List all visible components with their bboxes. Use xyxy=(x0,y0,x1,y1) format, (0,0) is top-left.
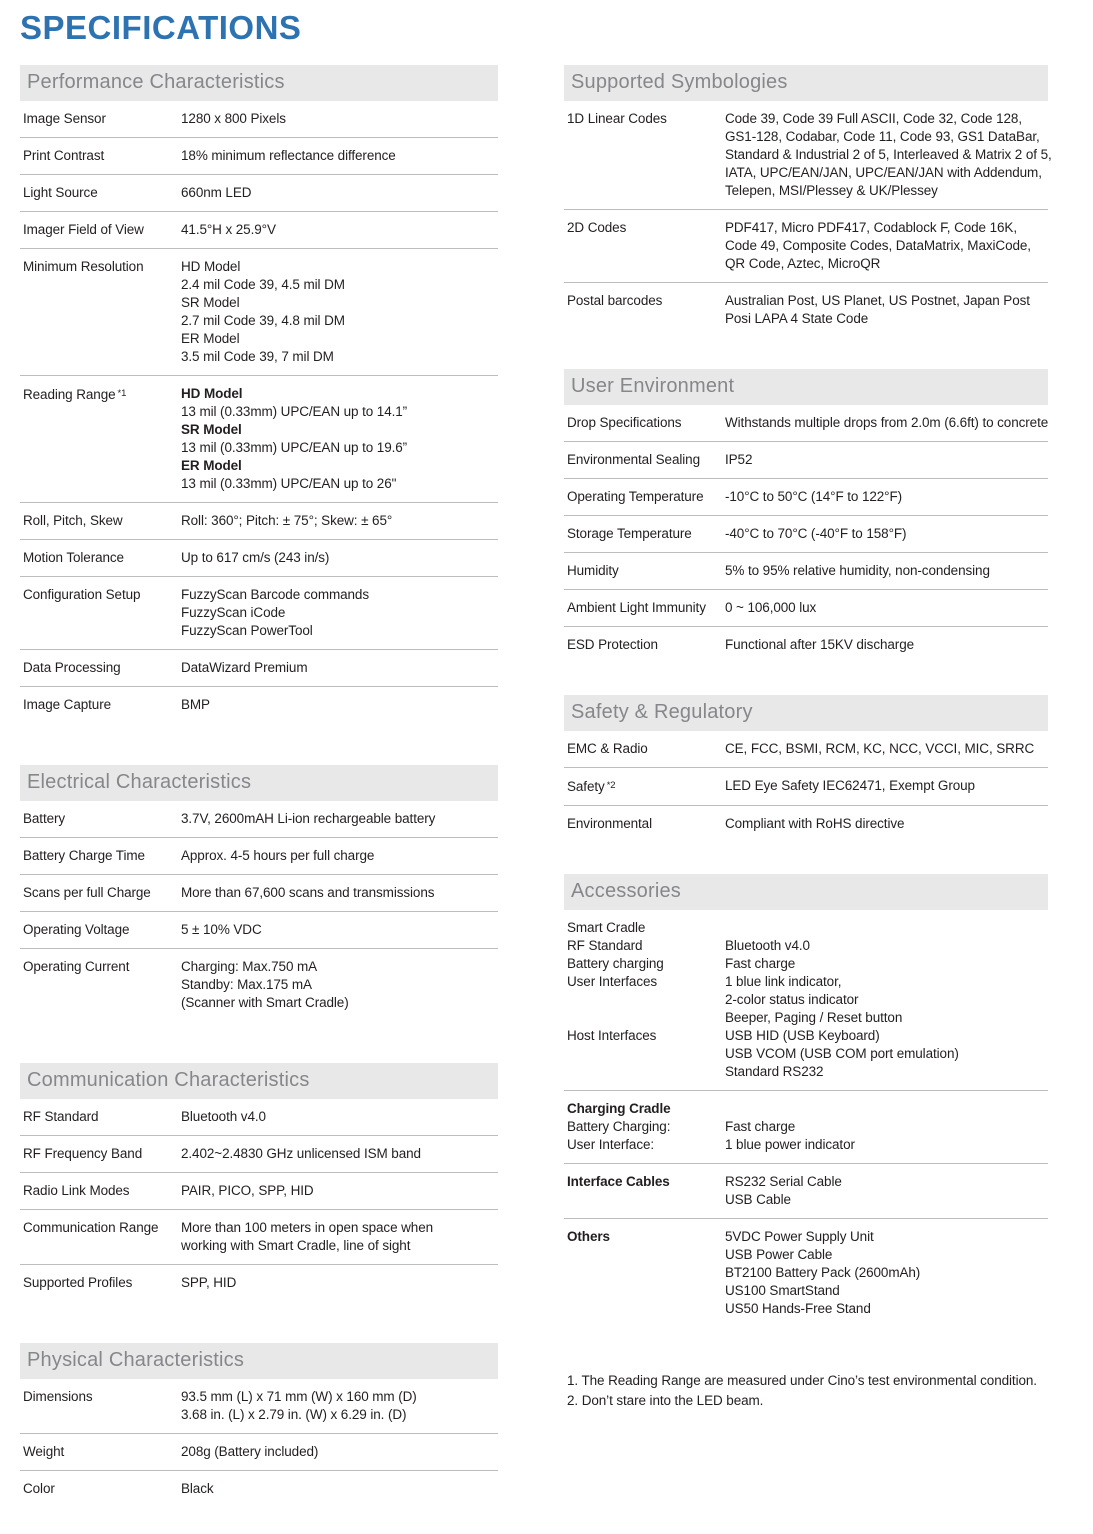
section-title: User Environment xyxy=(564,369,1048,405)
value-line: Code 49, Composite Codes, DataMatrix, MaxiCode, xyxy=(725,238,1031,253)
spec-label: Color xyxy=(23,1481,55,1496)
spec-value xyxy=(725,110,1052,200)
value-line: 2-color status indicator xyxy=(725,992,859,1007)
spec-value xyxy=(181,385,407,493)
spec-label: Operating Voltage xyxy=(23,922,130,937)
value-line: 5VDC Power Supply Unit xyxy=(725,1229,874,1244)
spec-value xyxy=(725,1228,920,1318)
spec-row xyxy=(20,1099,498,1136)
value-line: Telepen, MSI/Plessey & UK/Plessey xyxy=(725,183,938,198)
value-line: Compliant with RoHS directive xyxy=(725,816,905,831)
section-electrical-characteristics xyxy=(20,765,498,1021)
value-line: 1 blue power indicator xyxy=(725,1137,855,1152)
value-line: 2.7 mil Code 39, 4.8 mil DM xyxy=(181,313,345,328)
spec-value xyxy=(725,973,902,1027)
spec-label: Battery charging xyxy=(567,956,664,971)
spec-value xyxy=(181,1182,314,1200)
value-line: US100 SmartStand xyxy=(725,1283,840,1298)
value-line: ER Model xyxy=(181,458,242,473)
accessory-heading: Charging Cradle xyxy=(567,1101,671,1116)
value-line: Black xyxy=(181,1481,214,1496)
spec-label: Dimensions xyxy=(23,1389,93,1404)
spec-value xyxy=(725,777,975,795)
spec-row xyxy=(20,503,498,540)
spec-row xyxy=(20,1265,498,1301)
spec-row xyxy=(564,442,1048,479)
value-line: SR Model xyxy=(181,422,242,437)
spec-value xyxy=(181,1274,236,1292)
spec-value xyxy=(181,258,345,366)
value-line: Standard & Industrial 2 of 5, Interleaved & Matrix 2 of 5, xyxy=(725,147,1052,162)
section-title: Supported Symbologies xyxy=(564,65,1048,101)
spec-row xyxy=(20,875,498,912)
value-line: USB Cable xyxy=(725,1192,791,1207)
spec-value xyxy=(181,958,349,1012)
spec-value xyxy=(725,955,795,973)
value-line: -10°C to 50°C (14°F to 122°F) xyxy=(725,489,903,504)
section-physical-characteristics xyxy=(20,1343,498,1507)
spec-row xyxy=(567,1027,1048,1081)
spec-row xyxy=(20,912,498,949)
value-line: SPP, HID xyxy=(181,1275,237,1290)
spec-value xyxy=(181,1480,214,1498)
spec-label: User Interfaces xyxy=(567,974,658,989)
spec-value xyxy=(181,847,374,865)
spec-label: Storage Temperature xyxy=(567,526,692,541)
spec-label-text: Safety xyxy=(567,779,605,794)
accessory-heading: Smart Cradle xyxy=(567,920,646,935)
spec-row xyxy=(20,138,498,175)
value-line: Code 39, Code 39 Full ASCII, Code 32, Code 128, xyxy=(725,111,1022,126)
section-title: Electrical Characteristics xyxy=(20,765,498,801)
spec-label: Battery Charging: xyxy=(567,1119,671,1134)
spec-value xyxy=(725,740,1034,758)
value-line: Beeper, Paging / Reset button xyxy=(725,1010,903,1025)
spec-value xyxy=(181,696,210,714)
spec-label: Operating Temperature xyxy=(567,489,704,504)
spec-value xyxy=(181,810,435,828)
value-line: 13 mil (0.33mm) UPC/EAN up to 19.6” xyxy=(181,440,408,455)
value-line: 2.4 mil Code 39, 4.5 mil DM xyxy=(181,277,345,292)
spec-label: Configuration Setup xyxy=(23,587,141,602)
spec-label: Host Interfaces xyxy=(567,1028,657,1043)
value-line: FuzzyScan iCode xyxy=(181,605,286,620)
value-line: 0 ~ 106,000 lux xyxy=(725,600,817,615)
section-user-environment xyxy=(564,369,1048,663)
spec-value xyxy=(181,586,369,640)
accessory-interface-cables xyxy=(564,1164,1048,1219)
value-line: Fast charge xyxy=(725,1119,796,1134)
spec-label: Communication Range xyxy=(23,1220,159,1235)
spec-label: Operating Current xyxy=(23,959,130,974)
value-line: 208g (Battery included) xyxy=(181,1444,319,1459)
value-line: 3.7V, 2600mAH Li-ion rechargeable battery xyxy=(181,811,436,826)
spec-row xyxy=(20,175,498,212)
spec-row xyxy=(564,731,1048,768)
spec-row xyxy=(567,955,1048,973)
value-line: Withstands multiple drops from 2.0m (6.6ft) to concrete xyxy=(725,415,1049,430)
left-column xyxy=(20,65,498,1534)
section-communication-characteristics xyxy=(20,1063,498,1301)
spec-value xyxy=(725,1173,842,1209)
footnote-marker: *1 xyxy=(117,388,127,399)
spec-row xyxy=(20,1379,498,1434)
accessory-others xyxy=(564,1219,1048,1327)
spec-row xyxy=(567,937,1048,955)
spec-row xyxy=(564,627,1048,663)
spec-row xyxy=(564,806,1048,842)
section-title: Safety & Regulatory xyxy=(564,695,1048,731)
footnote: 2. Don’t stare into the LED beam. xyxy=(567,1393,764,1408)
spec-row xyxy=(20,838,498,875)
spec-label: Light Source xyxy=(23,185,98,200)
value-line: -40°C to 70°C (-40°F to 158°F) xyxy=(725,526,907,541)
spec-label: RF Standard xyxy=(23,1109,99,1124)
spec-value xyxy=(725,488,902,506)
spec-value xyxy=(181,147,396,165)
spec-value xyxy=(181,884,434,902)
spec-value xyxy=(181,659,307,677)
spec-row xyxy=(564,768,1048,806)
value-line: Posi LAPA 4 State Code xyxy=(725,311,869,326)
spec-value xyxy=(181,549,329,567)
columns xyxy=(20,65,1073,1534)
spec-value xyxy=(725,1027,959,1081)
section-accessories xyxy=(564,874,1048,1327)
value-line: Bluetooth v4.0 xyxy=(725,938,810,953)
spec-label: Postal barcodes xyxy=(567,293,663,308)
spec-label: Battery xyxy=(23,811,66,826)
spec-label: Environmental xyxy=(567,816,652,831)
value-line: LED Eye Safety IEC62471, Exempt Group xyxy=(725,778,975,793)
spec-value xyxy=(181,512,392,530)
value-line: Bluetooth v4.0 xyxy=(181,1109,266,1124)
value-line: FuzzyScan PowerTool xyxy=(181,623,313,638)
spec-label: 1D Linear Codes xyxy=(567,111,667,126)
spec-row xyxy=(20,249,498,376)
value-line: 3.68 in. (L) x 2.79 in. (W) x 6.29 in. (D) xyxy=(181,1407,407,1422)
spec-row xyxy=(20,540,498,577)
spec-value xyxy=(181,1145,421,1163)
value-line: BT2100 Battery Pack (2600mAh) xyxy=(725,1265,921,1280)
spec-label: Scans per full Charge xyxy=(23,885,151,900)
value-line: CE, FCC, BSMI, RCM, KC, NCC, VCCI, MIC, SRRC xyxy=(725,741,1035,756)
spec-row xyxy=(20,101,498,138)
spec-label: Minimum Resolution xyxy=(23,259,144,274)
spec-value xyxy=(725,292,1030,328)
spec-value xyxy=(725,599,816,617)
spec-row xyxy=(20,1173,498,1210)
spec-label: Motion Tolerance xyxy=(23,550,124,565)
spec-row xyxy=(567,1228,1048,1318)
value-line: US50 Hands-Free Stand xyxy=(725,1301,871,1316)
value-line: 1 blue link indicator, xyxy=(725,974,842,989)
value-line: 13 mil (0.33mm) UPC/EAN up to 14.1” xyxy=(181,404,408,419)
page-title: SPECIFICATIONS xyxy=(20,9,302,46)
value-line: 5 ± 10% VDC xyxy=(181,922,262,937)
value-line: 660nm LED xyxy=(181,185,252,200)
value-line: IATA, UPC/EAN/JAN, UPC/EAN/JAN with Addendum, xyxy=(725,165,1042,180)
spec-label-text: Reading Range xyxy=(23,387,116,402)
spec-row xyxy=(564,101,1052,210)
spec-value xyxy=(725,1118,795,1136)
value-line: More than 100 meters in open space when xyxy=(181,1220,434,1235)
value-line: 93.5 mm (L) x 71 mm (W) x 160 mm (D) xyxy=(181,1389,417,1404)
value-line: SR Model xyxy=(181,295,240,310)
value-line: PDF417, Micro PDF417, Codablock F, Code 16K, xyxy=(725,220,1017,235)
spec-label: Supported Profiles xyxy=(23,1275,133,1290)
value-line: HD Model xyxy=(181,386,243,401)
spec-value xyxy=(725,1136,855,1154)
spec-row xyxy=(20,1434,498,1471)
section-performance-characteristics xyxy=(20,65,498,723)
spec-label: Battery Charge Time xyxy=(23,848,145,863)
spec-row xyxy=(567,1173,1048,1209)
value-line: Functional after 15KV discharge xyxy=(725,637,915,652)
spec-row xyxy=(567,1118,1048,1136)
value-line: 5% to 95% relative humidity, non-condensing xyxy=(725,563,990,578)
spec-value xyxy=(725,525,906,543)
section-title: Physical Characteristics xyxy=(20,1343,498,1379)
spec-value xyxy=(181,921,262,939)
value-line: USB HID (USB Keyboard) xyxy=(725,1028,880,1043)
spec-value xyxy=(725,815,904,833)
spec-value xyxy=(181,221,276,239)
section-title: Performance Characteristics xyxy=(20,65,498,101)
value-line: RS232 Serial Cable xyxy=(725,1174,842,1189)
spec-row xyxy=(20,1471,498,1507)
accessory-charging-cradle xyxy=(564,1091,1048,1164)
spec-value xyxy=(181,184,251,202)
spec-row xyxy=(20,212,498,249)
spec-row xyxy=(20,801,498,838)
spec-row xyxy=(564,210,1048,283)
spec-label: Print Contrast xyxy=(23,148,105,163)
spec-row xyxy=(564,553,1048,590)
section-title: Accessories xyxy=(564,874,1048,910)
spec-label: Data Processing xyxy=(23,660,121,675)
value-line: DataWizard Premium xyxy=(181,660,308,675)
spec-label: Humidity xyxy=(567,563,619,578)
value-line: working with Smart Cradle, line of sight xyxy=(181,1238,411,1253)
value-line: IP52 xyxy=(725,452,753,467)
spec-label xyxy=(23,385,181,404)
spec-row xyxy=(567,973,1048,1027)
value-line: Roll: 360°; Pitch: ± 75°; Skew: ± 65° xyxy=(181,513,393,528)
accessory-smart-cradle xyxy=(564,910,1048,1091)
spec-row xyxy=(20,1136,498,1173)
footnote: 1. The Reading Range are measured under Cino’s test environmental condition. xyxy=(567,1373,1037,1388)
spec-label: User Interface: xyxy=(567,1137,655,1152)
spec-label: Environmental Sealing xyxy=(567,452,700,467)
spec-value xyxy=(725,451,752,469)
spec-row xyxy=(20,949,498,1021)
spec-label: Weight xyxy=(23,1444,65,1459)
spec-label: Radio Link Modes xyxy=(23,1183,130,1198)
value-line: USB VCOM (USB COM port emulation) xyxy=(725,1046,959,1061)
spec-value xyxy=(725,219,1031,273)
footnote-marker: *2 xyxy=(606,780,616,791)
spec-value xyxy=(181,1108,266,1126)
spec-row xyxy=(20,650,498,687)
right-column xyxy=(564,65,1052,1411)
value-line: 2.402~2.4830 GHz unlicensed ISM band xyxy=(181,1146,421,1161)
spec-label: Others xyxy=(567,1229,610,1244)
spec-label: RF Standard xyxy=(567,938,643,953)
value-line: HD Model xyxy=(181,259,241,274)
value-line: Up to 617 cm/s (243 in/s) xyxy=(181,550,330,565)
value-line: FuzzyScan Barcode commands xyxy=(181,587,369,602)
value-line: 18% minimum reflectance difference xyxy=(181,148,396,163)
value-line: 13 mil (0.33mm) UPC/EAN up to 26" xyxy=(181,476,397,491)
value-line: BMP xyxy=(181,697,210,712)
footnotes xyxy=(564,1371,1048,1411)
spec-row xyxy=(564,516,1048,553)
section-safety-regulatory xyxy=(564,695,1048,842)
value-line: QR Code, Aztec, MicroQR xyxy=(725,256,881,271)
spec-row xyxy=(20,1210,498,1265)
value-line: (Scanner with Smart Cradle) xyxy=(181,995,349,1010)
spec-value xyxy=(181,110,286,128)
spec-label: 2D Codes xyxy=(567,220,627,235)
value-line: Fast charge xyxy=(725,956,796,971)
spec-row xyxy=(20,577,498,650)
value-line: Charging: Max.750 mA xyxy=(181,959,318,974)
spec-row xyxy=(20,687,498,723)
value-line: 3.5 mil Code 39, 7 mil DM xyxy=(181,349,334,364)
spec-label xyxy=(567,777,725,796)
value-line: USB Power Cable xyxy=(725,1247,833,1262)
spec-row xyxy=(564,590,1048,627)
value-line: GS1-128, Codabar, Code 11, Code 93, GS1 DataBar, xyxy=(725,129,1040,144)
spec-value xyxy=(181,1388,417,1424)
section-title: Communication Characteristics xyxy=(20,1063,498,1099)
spec-row xyxy=(564,283,1048,337)
spec-label: RF Frequency Band xyxy=(23,1146,143,1161)
spec-row xyxy=(567,1136,1048,1154)
spec-label: Image Sensor xyxy=(23,111,106,126)
spec-value xyxy=(181,1219,433,1255)
value-line: ER Model xyxy=(181,331,240,346)
spec-value xyxy=(725,414,1048,432)
spec-value xyxy=(725,562,990,580)
value-line: Approx. 4-5 hours per full charge xyxy=(181,848,375,863)
spec-label: EMC & Radio xyxy=(567,741,648,756)
spec-label: Image Capture xyxy=(23,697,111,712)
spec-label: Ambient Light Immunity xyxy=(567,600,706,615)
spec-value xyxy=(181,1443,318,1461)
spec-value xyxy=(725,636,914,654)
value-line: 1280 x 800 Pixels xyxy=(181,111,286,126)
spec-value xyxy=(725,937,810,955)
spec-label: Interface Cables xyxy=(567,1174,670,1189)
spec-label: ESD Protection xyxy=(567,637,658,652)
value-line: Australian Post, US Planet, US Postnet, Japan Post xyxy=(725,293,1030,308)
spec-row xyxy=(564,405,1048,442)
value-line: More than 67,600 scans and transmissions xyxy=(181,885,435,900)
value-line: 41.5°H x 25.9°V xyxy=(181,222,276,237)
section-supported-symbologies xyxy=(564,65,1052,337)
value-line: PAIR, PICO, SPP, HID xyxy=(181,1183,314,1198)
value-line: Standby: Max.175 mA xyxy=(181,977,312,992)
spec-row xyxy=(564,479,1048,516)
spec-row xyxy=(20,376,498,503)
spec-label: Roll, Pitch, Skew xyxy=(23,513,123,528)
spec-label: Imager Field of View xyxy=(23,222,144,237)
value-line: Standard RS232 xyxy=(725,1064,824,1079)
spec-label: Drop Specifications xyxy=(567,415,682,430)
